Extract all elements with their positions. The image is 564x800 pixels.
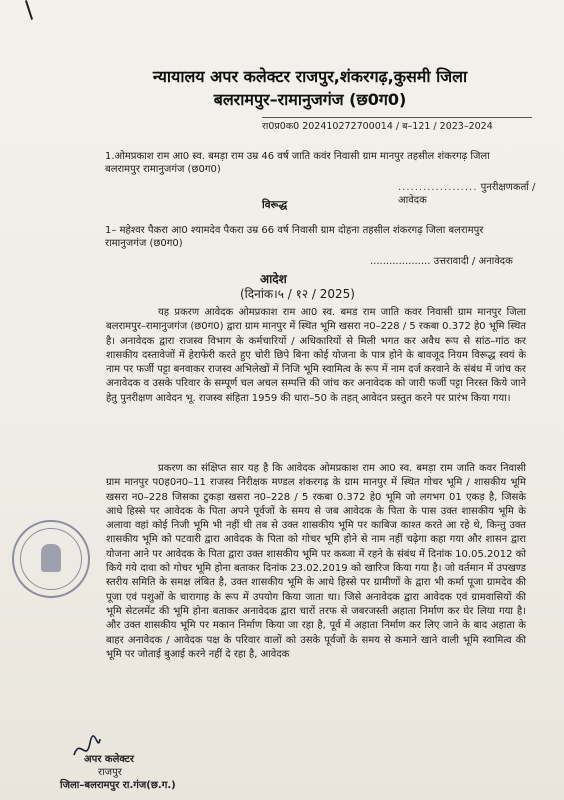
order-heading: आदेश (260, 272, 287, 286)
case-number: रा0प्र0क0 202410272700014 / ब–121 / 2023–2024 (262, 117, 532, 132)
order-date: (दिनांक।५ / १२ / 2025) (240, 287, 355, 301)
applicant-role: पुनरीक्षणकर्ता / आवेदक (398, 182, 536, 206)
versus-label: विरूद्ध (262, 199, 288, 211)
state-emblem-icon (41, 544, 61, 572)
respondent-details: 1– महेश्वर पैकरा आ0 श्यामदेव पैकरा उम्र 66 वर्ष निवासी ग्राम दोहना तहसील शंकरगढ़ जिला बलरामपुर रामानुजगंज (छ0ग0) (105, 225, 484, 249)
signatory-district: जिला–बलरामपुर रा.गंज(छ.ग.) (60, 780, 176, 791)
court-title-line1: न्यायालय अपर कलेक्टर राजपुर,शंकरगढ़,कुसमी जिला (152, 67, 468, 86)
corner-pen-mark (25, 0, 33, 20)
office-seal-stamp (12, 520, 90, 598)
applicant-role-line (398, 181, 564, 207)
respondent-role-line (370, 255, 513, 268)
order-paragraph-2: प्रकरण का संक्षिप्त सार यह है कि आवेदक ओमप्रकाश राम आ0 स्व. बमड़ा राम जाति कवर निवासी ग्राम मानपुर प0ह0न0–11 राजस्व निरीक्षक मण्डल शंकरगढ़ के ग्राम मानपुर में स्थित गोचर भूमि / शासकीय भूमि खसरा न0–228 जिसका टुकड़ा खसरा न0–228 / 5 रकबा 0.372 हे0 भूमि जो लगभग 01 एकड़ है, जिसके आधे हिस्से पर आवेदक के पिता अपने पूर्वजों के समय से जब आवेदक के पिता के पास उक्त शासकीय भूमि के अलावा वहां कोई निजी भूमि भी नहीं थी तब से उक्त शासकीय भूमि पर काबिज काश्त करते आ रहे थे, किन्तु उक्त शासकीय भूमि को पटवारी द्वारा आवेदक के पिता को गोचर भूमि होने से नाम नहीं चढ़ेगा कहा गया और शासन द्वारा योजना आने पर आवेदक के पिता द्वारा उक्त शासकीय भूमि पर कब्जा में रहने के संबंध में दिनांक 10.05.2012 को किये गये दावा को गोचर भूमि होना बताकर दिनांक 23.02.2019 को खारिज किया गया है। जो वर्तमान में उपखण्ड स्तरीय समिति के समक्ष लंबित है, उक्त शासकीय भूमि के आधे हिस्से पर ग्रामीणों के द्वारा भी कर्मा पूजा ग्रामदेव की पूजा एवं पशुओं के चारागाह के रूप में उपयोग किया जाता था। जिसे अनावेदक द्वारा आवेदक एवं ग्रामवासियों की भूमि सेटलमेंट की भूमि होना बताकर अनावेदक द्वारा चारों तरफ से जबरजस्ती अहाता निर्माण कर घेर लिया गया है। और उक्त शासकीय भूमि पर मकान निर्माण किया जा रहा है, पूर्व में अहाता निर्माण कर लिए जाने के बाद अहाता के बाहर अनावेदक / आवेदक पक्ष के परिवार वालों को उसके पूर्वजों के समय से कमाने खाने वाली भूमि स्वामित्व की भूमि पर जोताई बुआई करने नहीं दे रहा है, आवेदक (106, 463, 526, 660)
signatory-place: राजपुर (98, 767, 122, 778)
order-paragraph-1: यह प्रकरण आवेदक ओमप्रकाश राम आ0 स्व. बमड राम जाति कवर निवासी ग्राम मानपुर जिला बलरामपुर–रामानुजगंज (छ0ग0) द्वारा ग्राम मानपुर में स्थित भूमि खसरा न0–228 / 5 रकबा 0.372 हे0 भूमि स्थित है। अनावेदक द्वारा राजस्व विभाग के कर्मचारियों / अधिकारियों से मिली भगत कर अवैध रूप से सांठ–गांठ कर शासकीय दस्तावेजों में हेराफेरी करते हुए चोरी छिपे बिना कोई योजना के पात्र होने के बावजूद नियम विरूद्ध स्वयं के नाम पर फर्जी पट्टा बनवाकर राजस्व अभिलेखों में निजि भूमि स्वामित्व के रूप में नाम दर्ज करवाने के संबंध में जांच कर अनावेदक व उसके परिवार के सम्पूर्ण चल अचल सम्पत्ति की जांच कर अनावेदक को जारी फर्जी पट्टा निरस्त किये जाने हेतु पुनरीक्षण आवेदन भू. राजस्व संहिता 1959 की धारा–50 के तहत् आवेदन प्रस्तुत करने पर प्रारंभ किया गया। (106, 307, 526, 404)
court-title-line2: बलरामपुर–रामानुजगंज (छ0ग0) (213, 90, 407, 109)
applicant-role-dots: ................... (398, 182, 478, 193)
respondent-role-dots: ................... (370, 256, 431, 267)
applicant-details: 1.ओमप्रकाश राम आ0 स्व. बमड़ा राम उम्र 46 वर्ष जाति कवंर निवासी ग्राम मानपुर तहसील शंकरगढ़ जिला बलरामपुर रामानुजगंज (छ0ग0) (105, 151, 490, 175)
respondent-role: उत्तरावादी / अनावेदक (433, 256, 513, 267)
signatory-designation: अपर कलेक्टर (84, 754, 134, 765)
signature-block (60, 753, 176, 792)
